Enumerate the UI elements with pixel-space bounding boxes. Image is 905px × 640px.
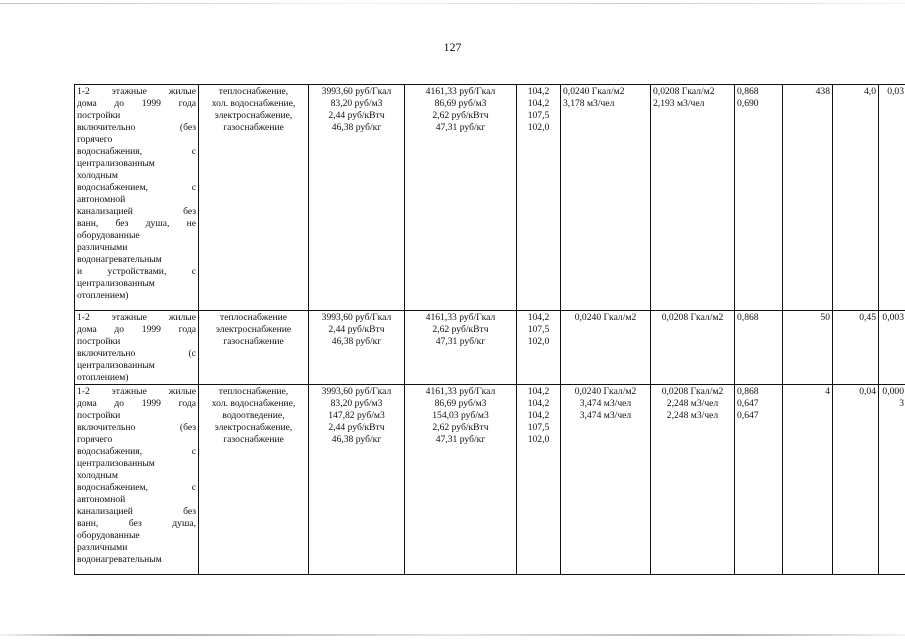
housing-description-cell [75, 311, 199, 385]
cell-line: 102,0 [527, 122, 550, 133]
index-cell [517, 385, 561, 575]
cell-line: централизованным [77, 158, 155, 169]
share-cell [879, 385, 905, 575]
cell-line: 47,31 руб/кг [435, 122, 486, 133]
cell-line: теплоснабжение [220, 312, 287, 323]
norm-a-cell [561, 311, 651, 385]
cell-line: водоснабжения, с [77, 146, 196, 157]
cell-line: оборудованные [77, 530, 140, 541]
cell-line: 0,647 [737, 398, 759, 409]
cell-line: 47,31 руб/кг [435, 336, 486, 347]
coefficient-cell [735, 85, 783, 311]
index-cell [517, 311, 561, 385]
norm-b-cell [651, 385, 735, 575]
cell-line: и устройствами, с [77, 266, 196, 277]
cell-line: постройки [77, 336, 121, 347]
cell-line: отоплением) [77, 372, 129, 383]
cell-line: водоснабжением, с [77, 482, 196, 493]
coefficient-cell [735, 311, 783, 385]
cell-line: горячего [77, 434, 113, 445]
housing-description-cell [75, 85, 199, 311]
norm-b-cell [651, 311, 735, 385]
cell-line: 2,248 м3/чел [666, 398, 719, 409]
cell-line: 86,69 руб/м3 [434, 398, 487, 409]
cell-line: 1-2 этажные жилые [77, 86, 196, 97]
cell-line: 3993,60 руб/Гкал [321, 86, 392, 97]
utilities-cell [199, 385, 309, 575]
cell-line: 1-2 этажные жилые [77, 386, 196, 397]
cell-line: включительно (с [77, 348, 196, 359]
tariff-table [74, 84, 905, 575]
cell-line: теплоснабжение, [218, 386, 289, 397]
cell-line: ванн, без душа, [77, 518, 196, 529]
cell-line: газоснабжение [223, 336, 284, 347]
utilities-cell [199, 85, 309, 311]
cell-line: 0,000 [882, 386, 904, 397]
table-row [75, 385, 905, 575]
cell-line: 2,44 руб/кВтч [328, 324, 385, 335]
tariff-new-cell [405, 311, 517, 385]
cell-line: электроснабжение, [214, 422, 293, 433]
cell-line: 83,20 руб/м3 [330, 398, 383, 409]
cell-line: 46,38 руб/кг [331, 434, 382, 445]
cell-line: 4161,33 руб/Гкал [425, 386, 496, 397]
cell-line: 2,44 руб/кВтч [328, 422, 385, 433]
count-cell: 50 [783, 311, 833, 385]
cell-line: горячего [77, 134, 113, 145]
cell-line: 83,20 руб/м3 [330, 98, 383, 109]
cell-line: 3,178 м3/чел [563, 98, 615, 109]
cell-line: постройки [77, 110, 121, 121]
cell-line: 0,0240 Гкал/м2 [574, 386, 637, 397]
page-number: 127 [443, 40, 462, 54]
cell-line: электроснабжение, [214, 110, 293, 121]
cell-line: 2,248 м3/чел [666, 410, 719, 421]
cell-line: 4161,33 руб/Гкал [425, 312, 496, 323]
cell-line: водоотведение, [222, 410, 285, 421]
index-cell [517, 85, 561, 311]
cell-line: 0,868 [737, 312, 759, 323]
cell-line: 0,0240 Гкал/м2 [563, 86, 625, 97]
cell-line: хол. водоснабжение, [211, 398, 296, 409]
cell-line: канализацией без [77, 206, 196, 217]
cell-line: 147,82 руб/м3 [328, 410, 385, 421]
cell-line: 1-2 этажные жилые [77, 312, 196, 323]
cell-line: отоплением) [77, 290, 129, 301]
cell-line: 104,2 [527, 386, 550, 397]
count-cell: 438 [783, 85, 833, 311]
cell-line: оборудованные [77, 230, 140, 241]
cell-line: включительно (без [77, 422, 196, 433]
cell-line: 46,38 руб/кг [331, 336, 382, 347]
cell-line: различными [77, 242, 128, 253]
count-cell: 4 [783, 385, 833, 575]
cell-line: ванн, без душа, не [77, 218, 196, 229]
cell-line: 107,5 [527, 324, 550, 335]
cell-line: автономной [77, 194, 126, 205]
cell-line: 47,31 руб/кг [435, 434, 486, 445]
cell-line: дома до 1999 года [77, 398, 196, 409]
cell-line: 2,62 руб/кВтч [432, 422, 489, 433]
cell-line: 0,0208 Гкал/м2 [661, 386, 724, 397]
table-body [75, 85, 905, 575]
share-cell: 0,003 [879, 311, 905, 385]
cell-line: 0,0240 Гкал/м2 [574, 312, 637, 323]
cell-line: водоснабжением, с [77, 182, 196, 193]
cell-line: 46,38 руб/кг [331, 122, 382, 133]
cell-line: дома до 1999 года [77, 324, 196, 335]
cell-line: централизованным [77, 278, 155, 289]
cell-line: централизованным [77, 360, 155, 371]
cell-line: водоснабжения, с [77, 446, 196, 457]
housing-description-cell [75, 385, 199, 575]
cell-line: 0,690 [737, 98, 759, 109]
cell-line: 154,03 руб/м3 [432, 410, 489, 421]
cell-line: включительно (без [77, 122, 196, 133]
tariff-old-cell [309, 311, 405, 385]
cell-line: 102,0 [527, 434, 550, 445]
cell-line: автономной [77, 494, 126, 505]
cell-line: 104,2 [527, 98, 550, 109]
norm-b-cell [651, 85, 735, 311]
cell-line: 2,44 руб/кВтч [328, 110, 385, 121]
cell-line: 3,474 м3/чел [579, 410, 632, 421]
cell-line: 0,647 [737, 410, 759, 421]
norm-a-cell [561, 85, 651, 311]
cell-line: 104,2 [527, 398, 550, 409]
scan-edge-top [0, 3, 905, 4]
cell-line: холодным [77, 170, 118, 181]
cell-line: 86,69 руб/м3 [434, 98, 487, 109]
tariff-new-cell [405, 85, 517, 311]
cell-line: 107,5 [527, 422, 550, 433]
cell-line: 3 [899, 398, 904, 409]
cell-line: дома до 1999 года [77, 98, 196, 109]
norm-a-cell [561, 385, 651, 575]
cell-line: 0,0208 Гкал/м2 [653, 86, 715, 97]
cell-line: водонагревательным [77, 254, 162, 265]
cell-line: хол. водоснабжение, [211, 98, 296, 109]
cell-line: 0,868 [737, 86, 759, 97]
cell-line: 104,2 [527, 410, 550, 421]
value-cell: 0,04 [833, 385, 879, 575]
cell-line: 3993,60 руб/Гкал [321, 386, 392, 397]
cell-line: 107,5 [527, 110, 550, 121]
tariff-new-cell [405, 385, 517, 575]
cell-line: теплоснабжение, [218, 86, 289, 97]
cell-line: 0,0208 Гкал/м2 [661, 312, 724, 323]
utilities-cell [199, 311, 309, 385]
cell-line: газоснабжение [223, 122, 284, 133]
cell-line: 104,2 [527, 86, 550, 97]
cell-line: канализацией без [77, 506, 196, 517]
cell-line: 2,193 м3/чел [653, 98, 705, 109]
cell-line: 0,868 [737, 386, 759, 397]
cell-line: электроснабжение [215, 324, 292, 335]
cell-line: централизованным [77, 458, 155, 469]
table-row [75, 85, 905, 311]
cell-line: различными [77, 542, 128, 553]
cell-line: газоснабжение [223, 434, 284, 445]
value-cell: 4,0 [833, 85, 879, 311]
table-row [75, 311, 905, 385]
cell-line: 104,2 [527, 312, 550, 323]
tariff-old-cell [309, 385, 405, 575]
cell-line: холодным [77, 470, 118, 481]
cell-line: 102,0 [527, 336, 550, 347]
cell-line: 2,62 руб/кВтч [432, 324, 489, 335]
tariff-old-cell [309, 85, 405, 311]
coefficient-cell [735, 385, 783, 575]
cell-line: водонагревательным [77, 554, 162, 565]
cell-line: 2,62 руб/кВтч [432, 110, 489, 121]
cell-line: 4161,33 руб/Гкал [425, 86, 496, 97]
cell-line: постройки [77, 410, 121, 421]
cell-line: 3993,60 руб/Гкал [321, 312, 392, 323]
cell-line: 3,474 м3/чел [579, 398, 632, 409]
share-cell: 0,03 [879, 85, 905, 311]
desc-lines [77, 86, 196, 302]
value-cell: 0,45 [833, 311, 879, 385]
scan-edge-bottom [0, 634, 905, 636]
